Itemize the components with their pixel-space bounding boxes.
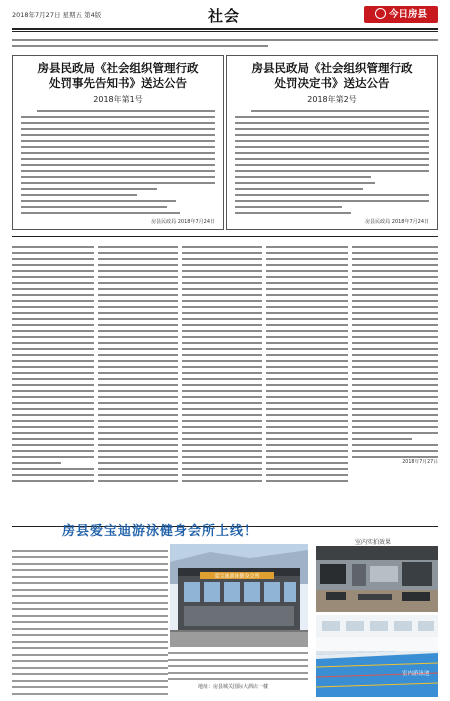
pool-address: 地址：房县城关国际大酒店一楼 bbox=[198, 684, 269, 690]
dense-col-5 bbox=[352, 242, 438, 525]
pool-article-body bbox=[12, 545, 168, 695]
gym-photo bbox=[316, 546, 438, 612]
photo-caption-top: 室内实拍效果 bbox=[355, 539, 392, 546]
header-rule bbox=[12, 28, 438, 30]
section-title: 社会 bbox=[208, 7, 241, 25]
notice-2-signature: 房县民政局 2018年7月24日 bbox=[365, 219, 429, 225]
pool-article-footer-text bbox=[168, 650, 308, 695]
section-rule bbox=[12, 236, 438, 237]
logo-text: 今日房县 bbox=[388, 9, 427, 20]
dense-col-3 bbox=[182, 242, 262, 525]
logo-ring-icon bbox=[375, 8, 386, 19]
pool-article-header bbox=[12, 520, 288, 540]
notice-2-body bbox=[235, 106, 429, 224]
notice-1-title: 房县民政局《社会组织管理行政 处罚事先告知书》送达公告 bbox=[37, 61, 199, 90]
notice-1-signature: 房县民政局 2018年7月24日 bbox=[151, 219, 215, 225]
notice-1-body bbox=[21, 106, 215, 224]
issue-date: 2018年7月27日 星期五 第4版 bbox=[12, 11, 102, 19]
notice-1 bbox=[12, 55, 224, 230]
notice-2-title: 房县民政局《社会组织管理行政 处罚决定书》送达公告 bbox=[251, 61, 413, 90]
building-sign-text: 爱宝迪游泳健身会所 bbox=[214, 573, 260, 580]
name-list-section bbox=[12, 242, 438, 525]
header-rule-thin bbox=[12, 31, 438, 32]
notice-1-number: 2018年第1号 bbox=[93, 95, 143, 104]
dense-col-4 bbox=[266, 242, 348, 525]
official-notices bbox=[12, 55, 438, 230]
notice-intro-text bbox=[12, 36, 438, 52]
dense-col-1 bbox=[12, 242, 94, 525]
pool-article-title: 房县爱宝迪游泳健身会所上线！ bbox=[62, 524, 259, 539]
page-header bbox=[12, 4, 438, 26]
section-end-date: 2018年7月27日 bbox=[402, 460, 438, 465]
dense-col-2 bbox=[98, 242, 178, 525]
notice-2-number: 2018年第2号 bbox=[307, 95, 357, 104]
photo-caption-bottom: 室内游泳池 bbox=[402, 671, 430, 677]
newspaper-logo bbox=[364, 6, 438, 23]
pool-photo bbox=[316, 615, 438, 697]
notice-2 bbox=[226, 55, 438, 230]
building-photo bbox=[170, 544, 308, 647]
